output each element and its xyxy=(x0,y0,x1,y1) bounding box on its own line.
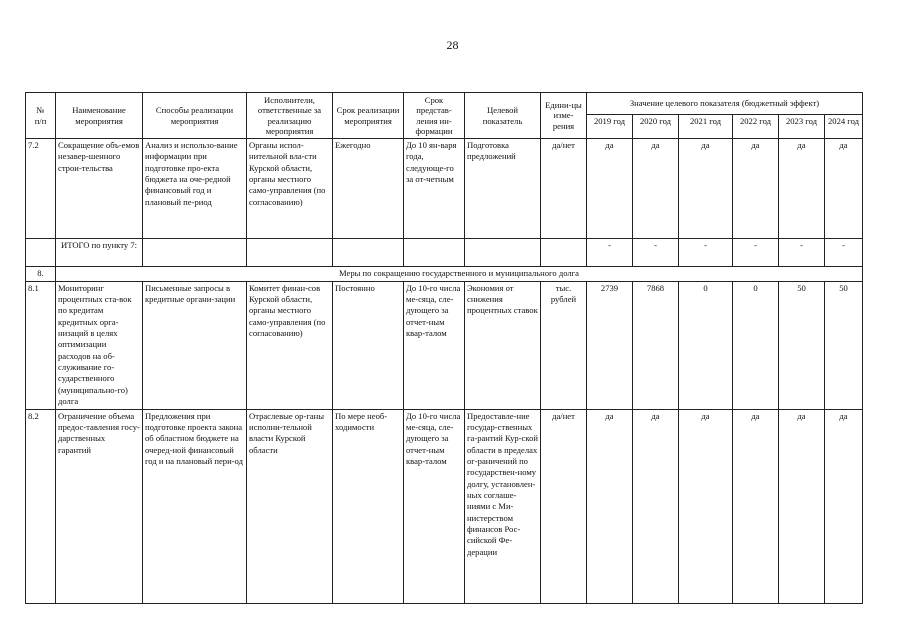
total-num xyxy=(26,239,56,267)
header-year: 2024 год xyxy=(825,115,863,139)
header-name: Наименование мероприятия xyxy=(56,93,143,139)
row-term: Постоянно xyxy=(333,281,404,409)
row-value: 0 xyxy=(733,281,779,409)
header-year: 2020 год xyxy=(633,115,679,139)
header-target-value: Значение целевого показателя (бюджетный эффект) xyxy=(587,93,863,115)
header-report-term: Срок представ-ления ин-формации xyxy=(404,93,465,139)
row-value: 50 xyxy=(825,281,863,409)
row-term: Ежегодно xyxy=(333,139,404,239)
total-empty xyxy=(541,239,587,267)
row-value: да xyxy=(633,139,679,239)
total-value: - xyxy=(633,239,679,267)
header-indicator: Целевой показатель xyxy=(465,93,541,139)
table-row xyxy=(26,139,863,239)
row-value: да xyxy=(587,139,633,239)
row-unit: да/нет xyxy=(541,409,587,603)
table-row xyxy=(26,281,863,409)
row-methods: Предложения при подготовке проекта закона об областном бюджете на очеред-ной финансовый год и на плановый пери-од xyxy=(143,409,247,603)
total-empty xyxy=(143,239,247,267)
total-empty xyxy=(333,239,404,267)
row-report-term: До 10-го числа ме-сяца, сле-дующего за отчет-ным квар-талом xyxy=(404,409,465,603)
row-value: 7868 xyxy=(633,281,679,409)
row-value: 0 xyxy=(679,281,733,409)
row-value: да xyxy=(779,139,825,239)
total-empty xyxy=(465,239,541,267)
row-value: да xyxy=(825,139,863,239)
row-value: да xyxy=(587,409,633,603)
row-value: да xyxy=(679,139,733,239)
row-value: да xyxy=(633,409,679,603)
row-num: 7.2 xyxy=(26,139,56,239)
row-methods: Письменные запросы в кредитные органи-зации xyxy=(143,281,247,409)
row-value: 2739 xyxy=(587,281,633,409)
total-value: - xyxy=(733,239,779,267)
row-report-term: До 10-го числа ме-сяца, сле-дующего за отчет-ным квар-талом xyxy=(404,281,465,409)
header-year: 2021 год xyxy=(679,115,733,139)
total-value: - xyxy=(825,239,863,267)
row-unit: да/нет xyxy=(541,139,587,239)
section-row xyxy=(26,267,863,281)
row-value: да xyxy=(733,409,779,603)
total-row xyxy=(26,239,863,267)
row-value: да xyxy=(733,139,779,239)
total-value: - xyxy=(587,239,633,267)
row-methods: Анализ и использо-вание информации при подготовке про-екта бюджета на оче-редной финансовый год и плановый пе-риод xyxy=(143,139,247,239)
row-value: да xyxy=(679,409,733,603)
header-executors: Исполнители, ответственные за реализацию мероприятия xyxy=(247,93,333,139)
header-year: 2023 год xyxy=(779,115,825,139)
row-indicator: Подготовка предложений xyxy=(465,139,541,239)
row-name: Мониторинг процентных ста-вок по кредитам кредитных орга-низаций в целях оптимизации расходов на об-служивание го-сударственного (муниципально-го) долга xyxy=(56,281,143,409)
row-name: Ограничение объема предос-тавления госу-дарственных гарантий xyxy=(56,409,143,603)
header-term: Срок реализации мероприятия xyxy=(333,93,404,139)
table-row xyxy=(26,409,863,603)
row-name: Сокращение объ-емов незавер-шенного строи-тельства xyxy=(56,139,143,239)
row-num: 8.2 xyxy=(26,409,56,603)
row-executors: Органы испол-нительной вла-сти Курской области, органы местного само-управления (по согласованию) xyxy=(247,139,333,239)
row-indicator: Предоставле-ние государ-ственных га-рантий Кур-ской области в пределах ог-раничений по государствен-ному долгу, установлен-ных соглаше-ниями с Ми-нистерством финансов Рос-сийской Фе-дерации xyxy=(465,409,541,603)
row-executors: Комитет финан-сов Курской области, органы местного само-управления (по согласованию) xyxy=(247,281,333,409)
row-unit: тыс. рублей xyxy=(541,281,587,409)
row-value: да xyxy=(779,409,825,603)
header-row xyxy=(26,93,863,115)
row-report-term: До 10 ян-варя года, следующе-го за от-четным xyxy=(404,139,465,239)
total-label: ИТОГО по пункту 7: xyxy=(56,239,143,267)
total-empty xyxy=(404,239,465,267)
row-value: 50 xyxy=(779,281,825,409)
page-number: 28 xyxy=(446,38,459,52)
section-title: Меры по сокращению государственного и муниципального долга xyxy=(56,267,863,281)
row-indicator: Экономия от снижения процентных ставок xyxy=(465,281,541,409)
row-executors: Отраслевые ор-ганы исполни-тельной власти Курской области xyxy=(247,409,333,603)
total-value: - xyxy=(679,239,733,267)
row-value: да xyxy=(825,409,863,603)
header-year: 2022 год xyxy=(733,115,779,139)
total-empty xyxy=(247,239,333,267)
row-num: 8.1 xyxy=(26,281,56,409)
header-unit: Едини-цы изме-рения xyxy=(541,93,587,139)
row-term: По мере необ-ходимости xyxy=(333,409,404,603)
total-value: - xyxy=(779,239,825,267)
measures-table xyxy=(25,92,863,604)
header-methods: Способы реализации мероприятия xyxy=(143,93,247,139)
section-num: 8. xyxy=(26,267,56,281)
header-num: № п/п xyxy=(26,93,56,139)
header-year: 2019 год xyxy=(587,115,633,139)
